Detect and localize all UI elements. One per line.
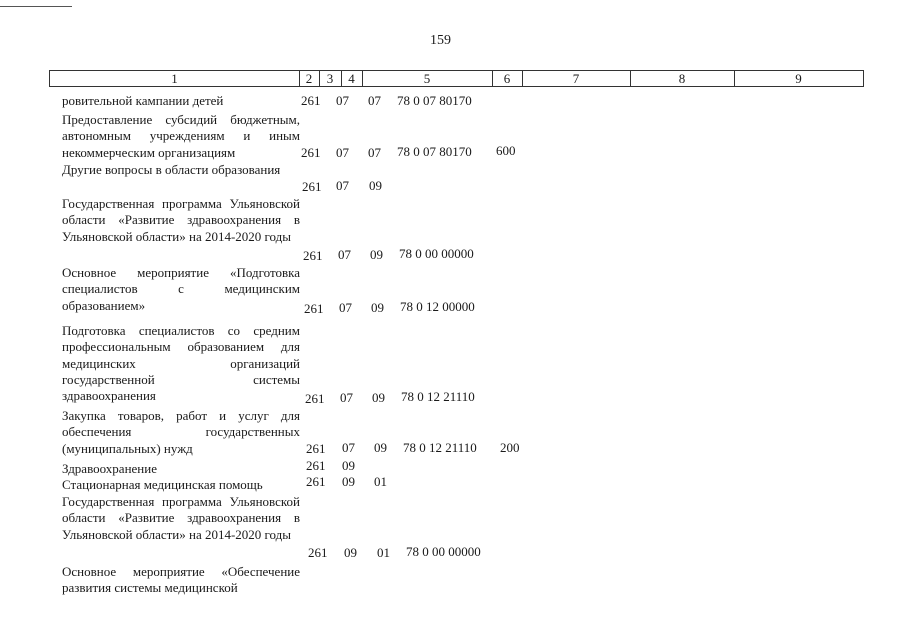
row-section: 07 <box>339 300 352 315</box>
row-subsection: 09 <box>372 390 385 405</box>
row-target-code: 78 0 12 00000 <box>400 299 475 314</box>
row-expense-type: 600 <box>496 143 516 158</box>
row-adm-code: 261 <box>301 93 321 108</box>
row-subsection: 07 <box>368 145 381 160</box>
row-subsection: 09 <box>371 300 384 315</box>
row-adm-code: 261 <box>303 248 323 263</box>
row-subsection: 09 <box>369 178 382 193</box>
row-name: Государственная программа Ульяновской области «Развитие здравоохранения в Ульяновской области» на 2014-2020 годы <box>62 196 300 244</box>
row-subsection: 01 <box>374 474 387 489</box>
page-number: 159 <box>430 33 451 48</box>
row-target-code: 78 0 12 21110 <box>401 389 475 404</box>
header-col-9: 9 <box>795 71 802 86</box>
row-name: Подготовка специалистов со средним профессиональным образованием для медицинских организаций государственной системы здравоохранения <box>62 323 300 404</box>
row-name: ровительной кампании детей <box>62 93 224 108</box>
row-expense-type: 200 <box>500 440 520 455</box>
row-name: Основное мероприятие «Подготовка специалистов с медицинским образованием» <box>62 265 300 313</box>
row-adm-code: 261 <box>308 545 328 560</box>
row-adm-code: 261 <box>306 474 326 489</box>
row-target-code: 78 0 07 80170 <box>397 93 472 108</box>
row-adm-code: 261 <box>302 179 322 194</box>
row-section: 07 <box>340 390 353 405</box>
row-subsection: 09 <box>374 440 387 455</box>
row-name: Здравоохранение <box>62 461 157 476</box>
row-target-code: 78 0 00 00000 <box>406 544 481 559</box>
header-col-3: 3 <box>326 71 334 86</box>
row-subsection: 01 <box>377 545 390 560</box>
row-subsection: 09 <box>370 247 383 262</box>
header-col-5: 5 <box>423 71 431 86</box>
row-adm-code: 261 <box>306 458 326 473</box>
row-section: 07 <box>336 145 349 160</box>
header-col-1: 1 <box>171 71 178 86</box>
row-adm-code: 261 <box>306 441 326 456</box>
row-target-code: 78 0 00 00000 <box>399 246 474 261</box>
header-col-6: 6 <box>503 71 511 86</box>
row-subsection: 07 <box>368 93 381 108</box>
row-target-code: 78 0 12 21110 <box>403 440 477 455</box>
header-col-2: 2 <box>305 71 313 86</box>
row-adm-code: 261 <box>304 301 324 316</box>
row-section: 07 <box>338 247 351 262</box>
header-col-8: 8 <box>678 71 686 86</box>
row-section: 09 <box>344 545 357 560</box>
row-section: 07 <box>336 178 349 193</box>
row-section: 07 <box>342 440 355 455</box>
row-name: Стационарная медицинская помощь <box>62 477 263 492</box>
table-header <box>49 70 864 87</box>
row-section: 09 <box>342 458 355 473</box>
row-section: 09 <box>342 474 355 489</box>
header-col-7: 7 <box>572 71 580 86</box>
row-adm-code: 261 <box>305 391 325 406</box>
row-section: 07 <box>336 93 349 108</box>
header-col-4: 4 <box>348 71 355 86</box>
row-adm-code: 261 <box>301 145 321 160</box>
row-name: Закупка товаров, работ и услуг для обеспечения государственных (муниципальных) нужд <box>62 408 300 456</box>
row-name: Предоставление субсидий бюджетным, автономным учреждениям и иным некоммерческим организациям <box>62 112 300 160</box>
row-target-code: 78 0 07 80170 <box>397 144 472 159</box>
row-name: Государственная программа Ульяновской области «Развитие здравоохранения в Ульяновской области» на 2014-2020 годы <box>62 494 300 542</box>
top-rule <box>0 6 72 7</box>
row-name: Другие вопросы в области образования <box>62 162 281 177</box>
row-name: Основное мероприятие «Обеспечение развития системы медицинской <box>62 564 300 596</box>
